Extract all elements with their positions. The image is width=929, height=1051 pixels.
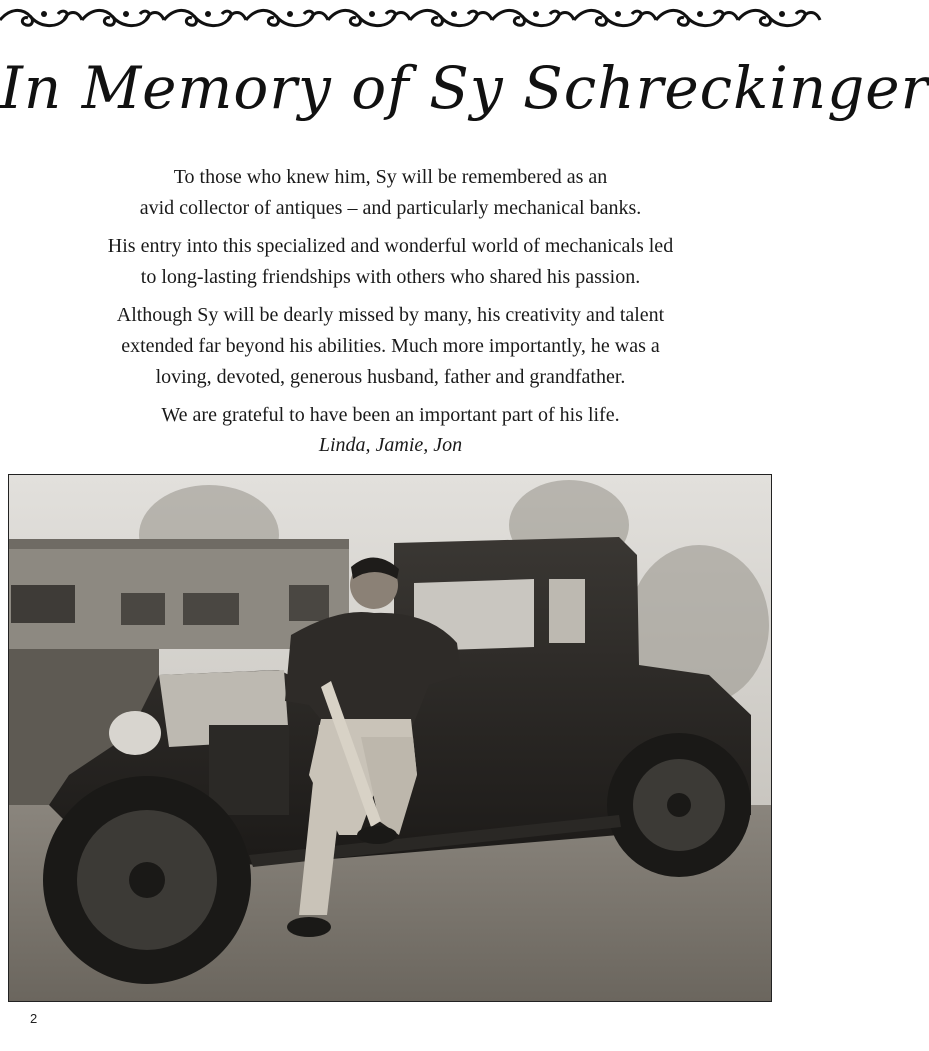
paragraph-2-line-1: His entry into this specialized and wonderful world of mechanicals led (107, 235, 674, 257)
vintage-car-photo (8, 474, 772, 1002)
paragraph-1-line-2: avid collector of antiques – and particularly mechanical banks. (139, 197, 642, 219)
page-title: In Memory of Sy Schreckinger (0, 54, 929, 122)
paragraph-2 (40, 231, 741, 293)
paragraph-1-line-1: To those who knew him, Sy will be remembered as an (173, 166, 608, 188)
paragraph-3-line-1: Although Sy will be dearly missed by many, his creativity and talent (116, 304, 665, 326)
scroll-border-ornament (0, 6, 781, 34)
paragraph-3-line-2: extended far beyond his abilities. Much more importantly, he was a (121, 335, 660, 357)
paragraph-3 (40, 300, 741, 393)
paragraph-4-line-1: We are grateful to have been an important part of his life. (161, 404, 620, 426)
paragraph-1 (40, 162, 741, 224)
signature: Linda, Jamie, Jon (318, 434, 463, 456)
memorial-text (40, 162, 741, 438)
page-number: 2 (30, 1011, 38, 1026)
paragraph-3-line-3: loving, devoted, generous husband, father and grandfather. (155, 366, 626, 388)
paragraph-2-line-2: to long-lasting friendships with others who shared his passion. (140, 266, 641, 288)
paragraph-4 (40, 400, 741, 431)
